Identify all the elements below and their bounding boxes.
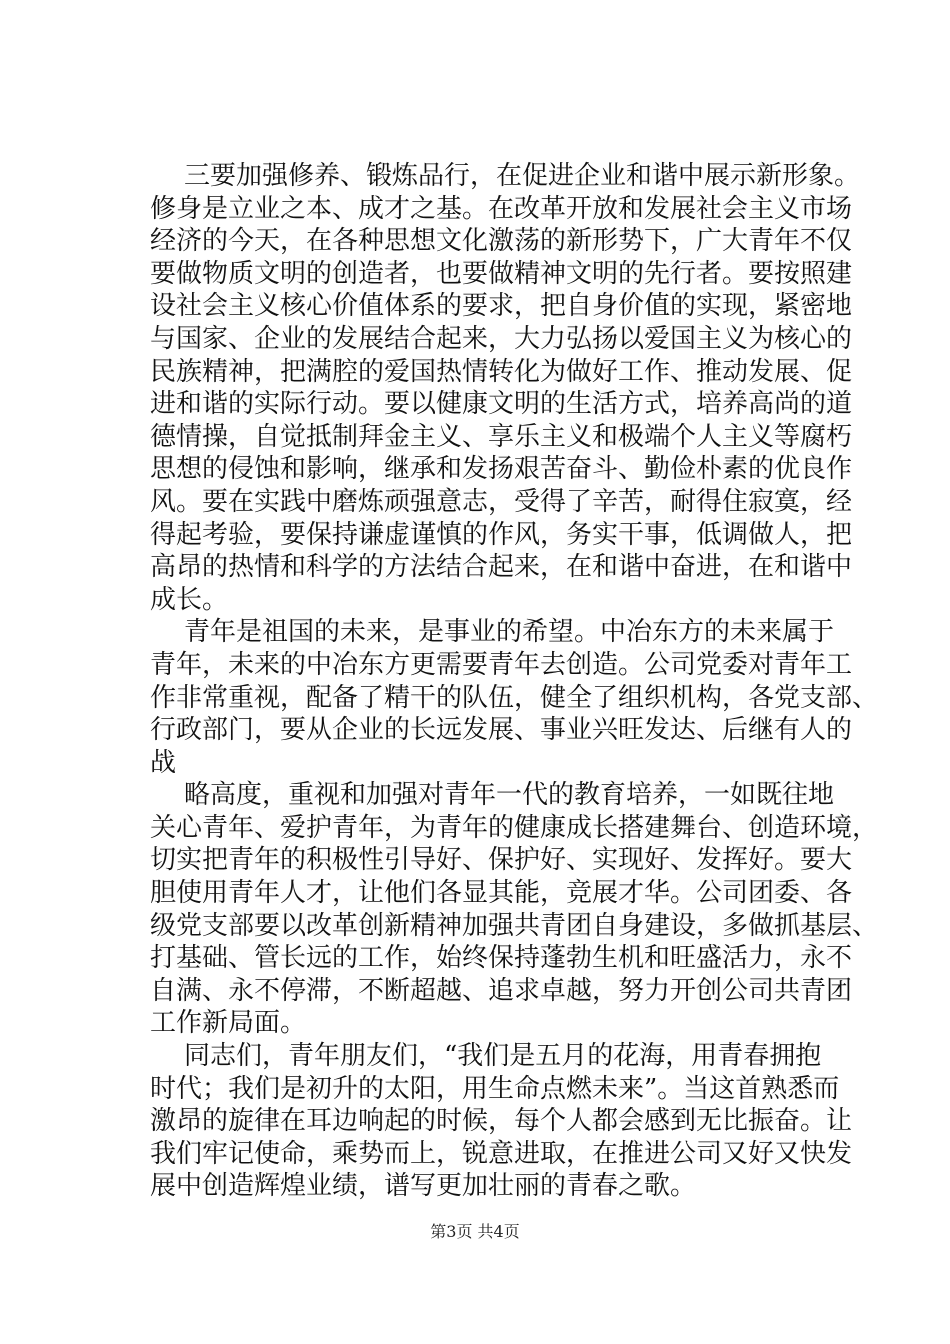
paragraph-4 xyxy=(150,1040,853,1203)
text-line: 同志们，青年朋友们，“我们是五月的花海，用青春拥抱 xyxy=(184,1041,822,1072)
text-line: 民族精神，把满腔的爱国热情转化为做好工作、推动发展、促 xyxy=(150,356,853,387)
text-line: 青年，未来的中冶东方更需要青年去创造。公司党委对青年工 xyxy=(150,649,853,680)
text-line: 关心青年、爱护青年，为青年的健康成长搭建舞台、创造环境， xyxy=(150,812,879,843)
page-footer xyxy=(0,1219,950,1242)
text-line: 略高度，重视和加强对青年一代的教育培养，一如既往地 xyxy=(184,780,835,811)
text-line: 修身是立业之本、成才之基。在改革开放和发展社会主义市场 xyxy=(150,193,853,224)
text-line: 风。要在实践中磨炼顽强意志，受得了辛苦，耐得住寂寞，经 xyxy=(150,486,853,517)
text-line: 进和谐的实际行动。要以健康文明的生活方式，培养高尚的道 xyxy=(150,389,853,420)
paragraph-3 xyxy=(150,779,879,1040)
text-line: 展中创造辉煌业绩，谱写更加壮丽的青春之歌。 xyxy=(150,1171,697,1202)
text-line: 设社会主义核心价值体系的要求，把自身价值的实现，紧密地 xyxy=(150,291,853,322)
text-line: 行政部门，要从企业的长远发展、事业兴旺发达、后继有人的 xyxy=(150,715,853,746)
text-line: 德情操，自觉抵制拜金主义、享乐主义和极端个人主义等腐朽 xyxy=(150,421,853,452)
text-line: 胆使用青年人才，让他们各显其能，竞展才华。公司团委、各 xyxy=(150,878,853,909)
text-line: 三要加强修养、锻炼品行，在促进企业和谐中展示新形象。 xyxy=(184,161,861,191)
text-line: 得起考验，要保持谦虚谨慎的作风，务实干事，低调做人，把 xyxy=(150,519,853,550)
text-line: 工作新局面。 xyxy=(150,1008,307,1039)
text-line: 切实把青年的积极性引导好、保护好、实现好、发挥好。要大 xyxy=(150,845,853,876)
paragraph-2 xyxy=(150,616,879,779)
body-text xyxy=(150,160,879,1203)
text-line: 时代；我们是初升的太阳，用生命点燃未来”。当这首熟悉而 xyxy=(150,1073,840,1104)
text-line: 要做物质文明的创造者，也要做精神文明的先行者。要按照建 xyxy=(150,258,853,289)
text-line: 激昂的旋律在耳边响起的时候，每个人都会感到无比振奋。让 xyxy=(150,1106,853,1137)
text-line: 自满、永不停滞，不断超越、追求卓越，努力开创公司共青团 xyxy=(150,975,853,1006)
text-line: 与国家、企业的发展结合起来，大力弘扬以爱国主义为核心的 xyxy=(150,323,853,354)
paragraph-1 xyxy=(150,160,861,616)
text-line: 作非常重视，配备了精干的队伍，健全了组织机构，各党支部、 xyxy=(150,682,879,713)
text-line: 青年是祖国的未来，是事业的希望。中冶东方的未来属于 xyxy=(184,617,835,648)
text-line: 高昂的热情和科学的方法结合起来，在和谐中奋进，在和谐中 xyxy=(150,552,853,583)
text-line: 级党支部要以改革创新精神加强共青团自身建设，多做抓基层、 xyxy=(150,910,879,941)
text-line: 思想的侵蚀和影响，继承和发扬艰苦奋斗、勤俭朴素的优良作 xyxy=(150,454,853,485)
text-line: 成长。 xyxy=(150,584,229,615)
text-line: 经济的今天，在各种思想文化激荡的新形势下，广大青年不仅 xyxy=(150,226,853,257)
text-line: 我们牢记使命，乘势而上，锐意进取，在推进公司又好又快发 xyxy=(150,1138,853,1169)
text-line: 战 xyxy=(150,747,177,778)
page-number-label: 第3页 共4页 xyxy=(430,1222,520,1241)
text-line: 打基础、管长远的工作，始终保持蓬勃生机和旺盛活力，永不 xyxy=(150,943,853,974)
